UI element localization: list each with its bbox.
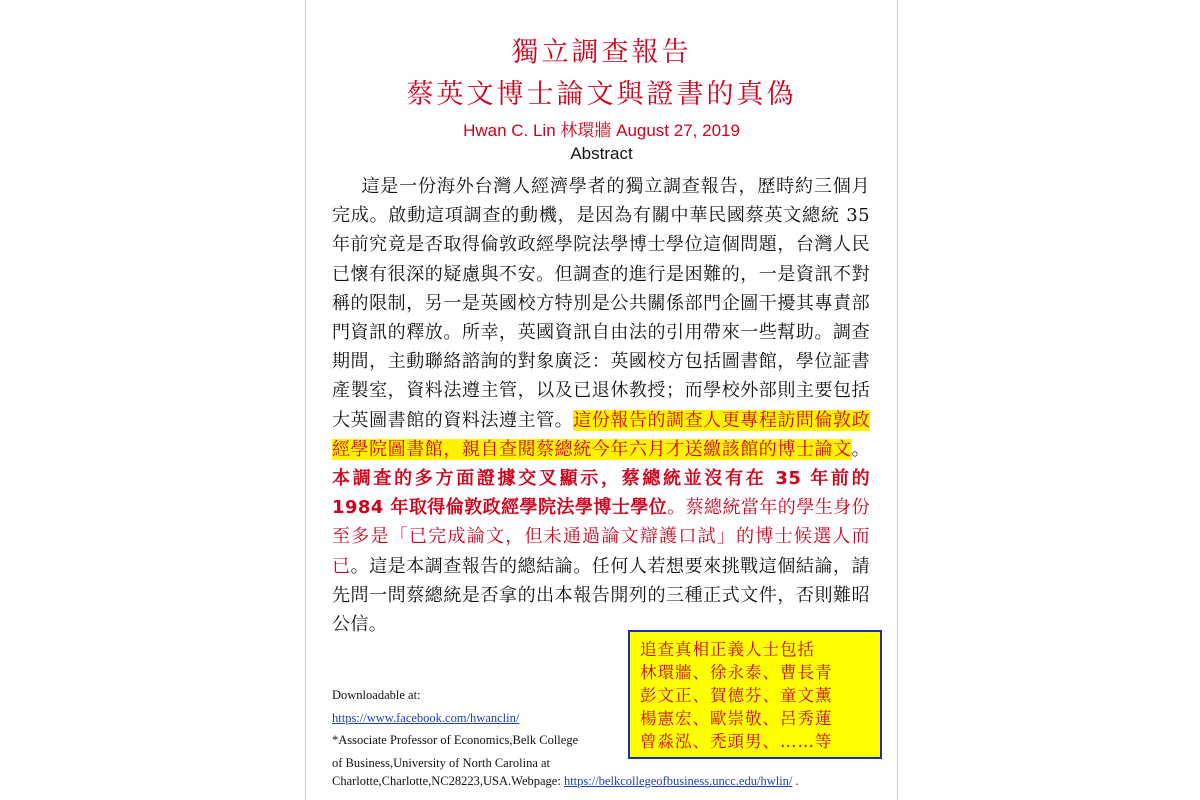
box-line: 彭文正、賀德芬、童文薰 bbox=[640, 686, 833, 705]
document-page bbox=[305, 0, 898, 800]
abstract-text-part1: 這是一份海外台灣人經濟學者的獨立調查報告，歷時約三個月完成。啟動這項調查的動機，是因為有關中華民國蔡英文總統 35 年前究竟是否取得倫敦政經學院法學博士學位這個問題，台灣人民已懷有很深的疑慮與不安。但調查的進行是困難的，一是資訊不對稱的限制，另一是英國校方特別是公共關係部門企圖干擾其專責部門資訊的釋放。所幸，英國資訊自由法的引用帶來一些幫助。調查期間，主動聯絡諮詢的對象廣泛：英國校方包括圖書館，學位証書產製室，資料法遵主管，以及已退休教授；而學校外部則主要包括大英圖書館的資料法遵主管。 bbox=[332, 176, 870, 431]
punctuation: 。 bbox=[851, 438, 870, 460]
affiliation-line-2: of Business,University of North Carolina at bbox=[332, 755, 551, 770]
affiliation-line-3: Charlotte,Charlotte,NC28223,USA.Webpage: bbox=[332, 774, 564, 788]
supporters-box bbox=[628, 630, 882, 759]
webpage-link[interactable]: https://belkcollegeofbusiness.uncc.edu/hwlin/ bbox=[563, 774, 793, 788]
box-line: 林環牆、徐永泰、曹長青 bbox=[640, 663, 833, 682]
affiliation-line-1: *Associate Professor of Economics,Belk College bbox=[332, 733, 579, 747]
highlighted-text: 這份報告的調查人更專程訪問倫敦政經學院圖書館，親自查閱蔡總統今年六月才送繳該館的博士論文 bbox=[332, 409, 871, 460]
abstract-body bbox=[332, 172, 870, 639]
box-line: 追查真相正義人士包括 bbox=[640, 640, 815, 659]
abstract-text-part2: 。這是本調查報告的總結論。任何人若想要來挑戰這個結論，請先問一問蔡總統是否拿的出本報告開列的三種正式文件，否則難昭公信。 bbox=[332, 555, 870, 636]
red-text: 。蔡總統當年的學生身份至多是「已完成論文，但未通過論文辯護口試」的博士候選人而已 bbox=[332, 497, 870, 577]
bold-conclusion: 本調查的多方面證據交叉顯示，蔡總統並沒有在 35 年前的 1984 年取得倫敦政經學院法學博士學位 bbox=[332, 468, 870, 519]
abstract-heading: Abstract bbox=[570, 144, 633, 163]
webpage-line bbox=[332, 774, 892, 789]
document-subtitle: 蔡英文博士論文與證書的真偽 bbox=[406, 79, 797, 110]
trailing-period: . bbox=[792, 774, 799, 788]
document-title: 獨立調查報告 bbox=[511, 37, 692, 68]
box-line: 曾淼泓、禿頭男、……等 bbox=[640, 732, 833, 751]
box-line: 楊憲宏、歐崇敬、呂秀蓮 bbox=[640, 709, 833, 728]
author-line: Hwan C. Lin 林環牆 August 27, 2019 bbox=[463, 121, 740, 140]
facebook-link[interactable]: https://www.facebook.com/hwanclin/ bbox=[332, 710, 520, 725]
downloadable-label: Downloadable at: bbox=[332, 688, 421, 702]
footer bbox=[332, 684, 652, 774]
